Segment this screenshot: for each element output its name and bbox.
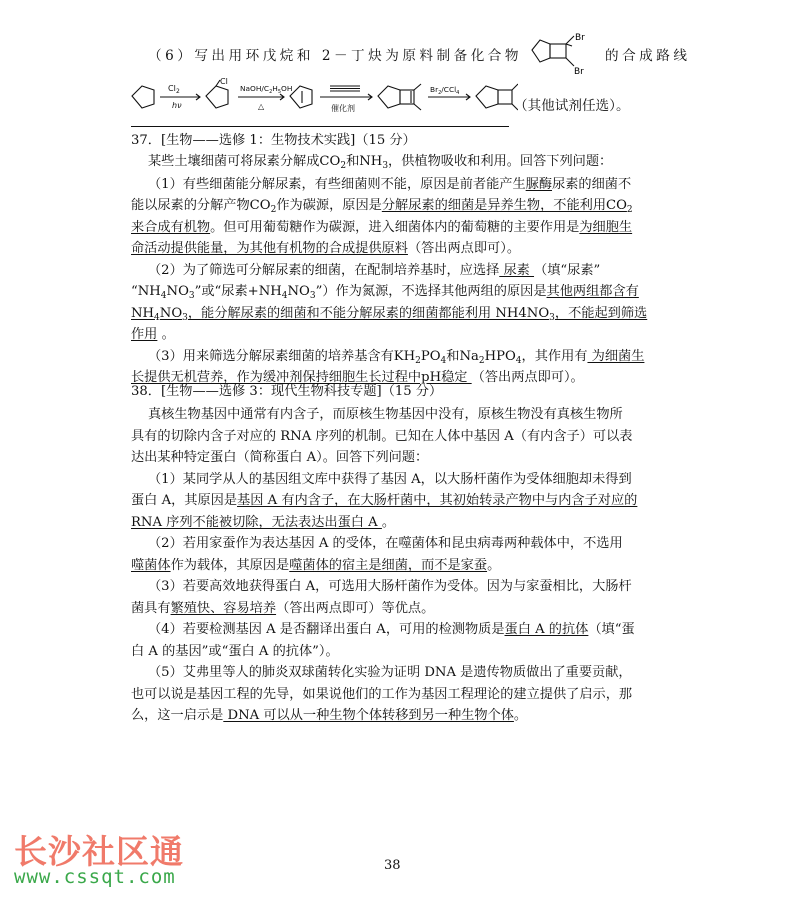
q6-suffix: 的合成路线 [605,48,691,64]
q6-note: （其他试剂任选）。 [514,98,630,114]
cyclopentane-structure [132,86,154,108]
q38-title: 38．[生物——选修 3：现代生物科技专题]（15 分） [131,384,443,399]
cl2-label: Cl [168,84,176,93]
q37-intro: 某些土壤细菌可将尿素分解成$CO_2$和$NH_3$，供植物吸收和利用。回答下列问题： [148,154,613,171]
watermark-logo: 长沙社区通 [14,832,184,871]
cyclopentene-structure [290,86,312,108]
q37-p1-line2: 能以尿素的分解产物$CO_2$作为碳源，原因是分解尿素的细菌是异养生物，不能利用$CO_2$ [131,198,633,215]
q37-p1-line1: （1）有些细菌能分解尿素，有些细菌则不能，原因是前者能产生脲酶尿素的细菌不 [148,177,632,192]
br2-ccl4-label: $Br_2/CCl_4$ [430,85,460,96]
svg-text:2: 2 [176,88,180,95]
q38-p3-line1: （3）若要高效地获得蛋白 A，可选用大肠杆菌作为受体。因为与家蚕相比，大肠杆 [148,579,632,594]
scheme-rule [131,126,509,127]
chlorocyclopentane-structure [206,86,228,108]
naoh-label: NaOH/$C_2H_5OH$ [240,84,293,95]
q38-intro-line2: 具有的切除内含子对应的 RNA 序列的机制。已知在人体中基因 A（有内含子）可以表 [131,429,633,444]
q6-prefix: （6）写出用环戊烷和 2－丁炔为原料制备化合物 [148,48,522,64]
br-label: Br [574,67,584,77]
q38-p5-line3: 么，这一启示是 DNA 可以从一种生物个体转移到另一种生物个体。 [131,708,528,723]
product-structure [476,86,498,108]
q37-p3-line1: （3）用来筛选分解尿素细菌的培养基含有$KH_2PO_4$和$Na_2HPO_4$，其作用有 为细菌生 [148,349,645,366]
q37-p2-line1: （2）为了筛选可分解尿素的细菌，在配制培养基时，应选择 尿素 （填“尿素” [148,263,601,278]
q38-p2-line2: 噬菌体作为载体，其原因是噬菌体的宿主是细菌，而不是家蚕。 [131,558,501,573]
q38-p1-line1: （1）某同学从人的基因组文库中获得了基因 A，以大肠杆菌作为受体细胞却未得到 [148,472,632,487]
q37-p2-line3: $NH_4NO_3$，能分解尿素的细菌和不能分解尿素的细菌都能利用 $NH4NO_3$，不能起到筛选 [131,306,648,323]
q38-intro-line3: 达出某种特定蛋白（简称蛋白 A）。回答下列问题： [131,450,429,465]
heat-label: △ [258,102,265,111]
q37-p2-line4: 作用 。 [131,327,175,342]
q38-p4-line2: 白 A 的基因”或“蛋白 A 的抗体”）。 [131,644,339,659]
bicyclic-alkene-structure [378,86,400,108]
target-compound-structure [526,28,606,84]
q37-p2-line2: “$NH_4NO_3$”或“尿素$+NH_4NO_3$”）作为氮源，不选择其他两组的原因是其他两组都含有 [131,284,639,301]
q38-p3-line2: 菌具有繁殖快、容易培养（答出两点即可）等优点。 [131,601,435,616]
watermark-url: www.cssqt.com [14,866,176,888]
light-label: hν [172,101,182,110]
q38-p5-line2: 也可以说是基因工程的先导，如果说他们的工作为基因工程理论的建立提供了启示，那 [131,687,633,702]
q37-p1-line3: 来合成有机物。但可用葡萄糖作为碳源，进入细菌体内的葡萄糖的主要作用是为细胞生 [131,220,633,235]
q38-p4-line1: （4）若要检测基因 A 是否翻译出蛋白 A，可用的检测物质是蛋白 A 的抗体（填“蛋 [148,622,635,637]
q37-title: 37．[生物——选修 1：生物技术实践]（15 分） [131,133,416,148]
cl-label: Cl [220,77,228,86]
q38-p5-line1: （5）艾弗里等人的肺炎双球菌转化实验为证明 DNA 是遗传物质做出了重要贡献， [148,665,632,680]
br-label: Br [575,33,585,43]
q38-intro-line1: 真核生物基因中通常有内含子，而原核生物基因中没有，原核生物没有真核生物所 [148,407,623,422]
q38-p1-line2: 蛋白 A，其原因是基因 A 有内含子，在大肠杆菌中，其初始转录产物中与内含子对应的 [131,493,638,508]
q38-p2-line1: （2）若用家蚕作为表达基因 A 的受体，在噬菌体和昆虫病毒两种载体中，不选用 [148,536,623,551]
catalyst-label: 催化剂 [331,104,355,113]
q38-p1-line3: RNA 序列不能被切除，无法表达出蛋白 A 。 [131,515,396,530]
page-number: 38 [384,858,401,873]
q37-p3-line2: 长提供无机营养，作为缓冲剂保持细胞生长过程中pH稳定 （答出两点即可）。 [131,370,584,385]
synthesis-scheme [126,74,518,126]
q37-p1-line4: 命活动提供能量，为其他有机物的合成提供原料（答出两点即可）。 [131,241,521,256]
